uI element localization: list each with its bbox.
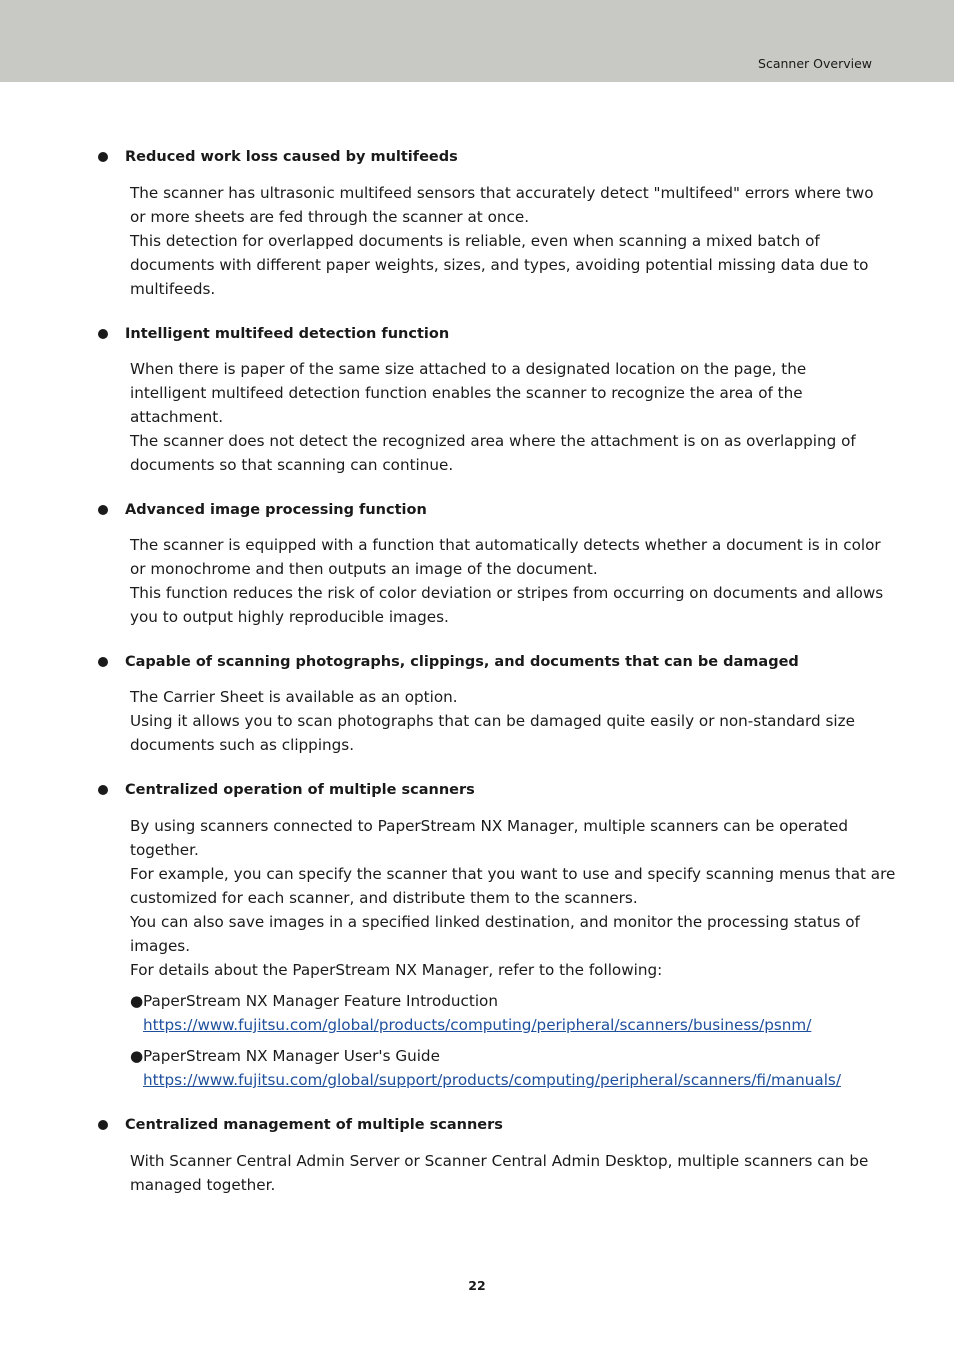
body-line: intelligent multifeed detection function enables the scanner to recognize the area of the <box>130 384 803 402</box>
body-line: documents so that scanning can continue. <box>130 456 454 474</box>
body-line: For example, you can specify the scanner that you want to use and specify scanning menus that are <box>130 865 896 883</box>
body-line: or more sheets are fed through the scanner at once. <box>130 208 530 226</box>
bullet-icon <box>98 152 108 162</box>
reference-bullet: ● <box>130 1047 144 1065</box>
section-heading: Capable of scanning photographs, clippings, and documents that can be damaged <box>125 654 799 670</box>
reference-item <box>130 989 498 1013</box>
body-line: attachment. <box>130 408 224 426</box>
body-line: The scanner does not detect the recognized area where the attachment is on as overlapping of <box>130 432 856 450</box>
body-line: By using scanners connected to PaperStream NX Manager, multiple scanners can be operated <box>130 817 848 835</box>
section-body <box>130 357 875 477</box>
reference-label: PaperStream NX Manager Feature Introduction <box>143 992 498 1010</box>
section-heading: Advanced image processing function <box>125 502 427 518</box>
section-heading: Intelligent multifeed detection function <box>125 326 450 342</box>
bullet-icon <box>98 329 108 339</box>
section-body <box>130 181 875 301</box>
bullet-icon <box>98 505 108 515</box>
body-line: You can also save images in a specified linked destination, and monitor the processing status of <box>130 913 860 931</box>
body-line: This function reduces the risk of color deviation or stripes from occurring on documents and allows <box>130 584 884 602</box>
section-heading: Centralized management of multiple scanners <box>125 1117 503 1133</box>
reference-bullet: ● <box>130 992 144 1010</box>
body-line: documents with different paper weights, sizes, and types, avoiding potential missing data due to <box>130 256 869 274</box>
reference-link[interactable]: https://www.fujitsu.com/global/support/products/computing/peripheral/scanners/fi/manuals/ <box>143 1071 841 1089</box>
body-line: The scanner is equipped with a function that automatically detects whether a document is in color <box>130 536 881 554</box>
body-line: With Scanner Central Admin Server or Scanner Central Admin Desktop, multiple scanners can be <box>130 1152 869 1170</box>
body-line: images. <box>130 937 191 955</box>
bullet-icon <box>98 657 108 667</box>
section-body <box>130 814 896 982</box>
body-line: customized for each scanner, and distribute them to the scanners. <box>130 889 638 907</box>
body-line: For details about the PaperStream NX Manager, refer to the following: <box>130 961 663 979</box>
body-line: When there is paper of the same size attached to a designated location on the page, the <box>130 360 807 378</box>
body-line: managed together. <box>130 1176 276 1194</box>
body-line: together. <box>130 841 199 859</box>
section-body <box>130 1149 875 1197</box>
bullet-icon <box>98 1120 108 1130</box>
body-line: documents such as clippings. <box>130 736 355 754</box>
header-band <box>0 0 954 82</box>
reference-link[interactable]: https://www.fujitsu.com/global/products/computing/peripheral/scanners/business/psnm/ <box>143 1016 812 1034</box>
body-line: you to output highly reproducible images. <box>130 608 449 626</box>
page-number: 22 <box>468 1278 486 1293</box>
section-heading: Reduced work loss caused by multifeeds <box>125 149 458 165</box>
body-line: This detection for overlapped documents is reliable, even when scanning a mixed batch of <box>130 232 820 250</box>
body-line: The scanner has ultrasonic multifeed sensors that accurately detect "multifeed" errors where two <box>130 184 874 202</box>
reference-label: PaperStream NX Manager User's Guide <box>143 1047 440 1065</box>
body-line: or monochrome and then outputs an image of the document. <box>130 560 598 578</box>
bullet-icon <box>98 785 108 795</box>
section-heading: Centralized operation of multiple scanners <box>125 782 475 798</box>
body-line: multifeeds. <box>130 280 216 298</box>
section-body <box>130 685 875 757</box>
section-body <box>130 533 884 629</box>
body-line: Using it allows you to scan photographs that can be damaged quite easily or non-standard size <box>130 712 855 730</box>
reference-item <box>130 1044 440 1068</box>
header-title: Scanner Overview <box>758 56 872 71</box>
body-line: The Carrier Sheet is available as an option. <box>130 688 458 706</box>
